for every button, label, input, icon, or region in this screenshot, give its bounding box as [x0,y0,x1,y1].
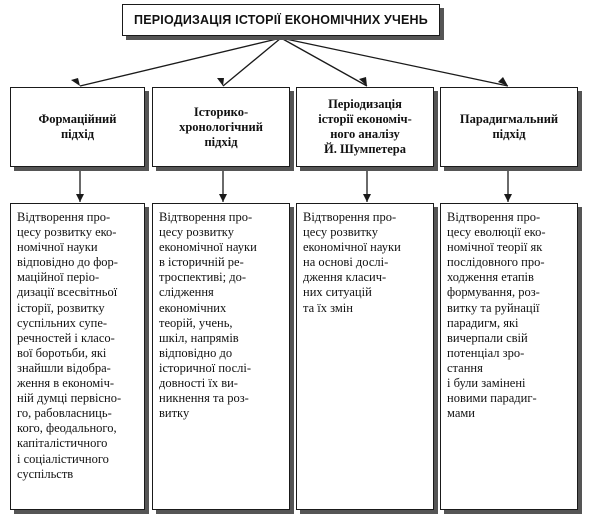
column-description-schumpeter: Відтворення про- цесу розвитку економічної науки на основі дослі- дження класич- них ситуацій та їх змін [296,203,434,510]
column-description-paradigmatic: Відтворення про- цесу еволюції еко- номічної теорії як послідовного про- ходження етапів формування, роз- витку та руйнації парадигм, які вичерпали свій потенціал зро- стання і були замінені новими парадиг- мами [440,203,578,510]
column-heading-historical-chronological: Історико- хронологічний підхід [152,87,290,167]
arrowhead-col1-body [76,194,84,202]
column-description-formational: Відтворення про- цесу розвитку еко- номічної науки відповідно до фор- маційної періо- дизації всесвітньої історії, розвитку суспільних супе- речностей і класо- вої боротьби, які знайшли відобра- ження в економіч- ній думці первісно- го, рабовласниць- кого, феодального, капіталістичного і соціалістичного суспільств [10,203,145,510]
arrowhead-col4-body [504,194,512,202]
column-heading-paradigmatic: Парадигмальний підхід [440,87,578,167]
column-heading-schumpeter: Періодизація історії економіч- ного аналізу Й. Шумпетера [296,87,434,167]
diagram-title: ПЕРІОДИЗАЦІЯ ІСТОРІЇ ЕКОНОМІЧНИХ УЧЕНЬ [122,4,440,36]
arrowhead-col1 [71,78,80,86]
arrowhead-col2 [217,78,224,86]
connector-title-to-col1 [80,38,281,86]
connector-title-to-col3 [281,38,367,86]
column-heading-formational: Формаційний підхід [10,87,145,167]
arrowhead-col3-body [363,194,371,202]
column-description-historical-chronological: Відтворення про- цесу розвитку економічної науки в історичній ре- троспективі; до- слідження економічних теорій, учень, шкіл, напрямів відповідно до історичної послі- довності їх ви- никнення та роз- витку [152,203,290,510]
connector-title-to-col4 [281,38,508,86]
arrowhead-col2-body [219,194,227,202]
